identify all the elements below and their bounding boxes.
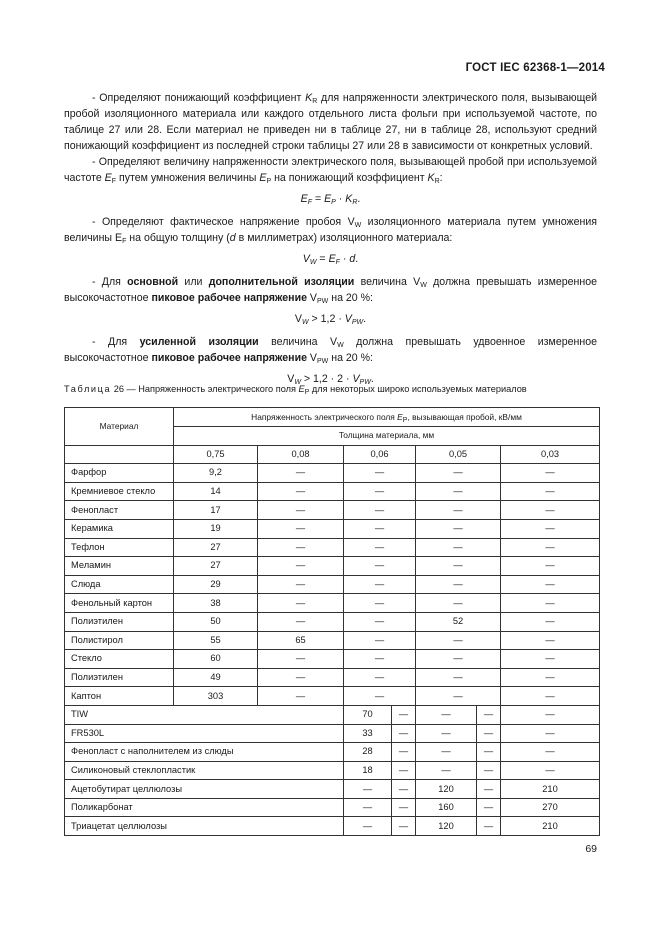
table-caption: Таблица 26 — Напряженность электрического поля $E_P$ для некоторых широко используемых материалов [64, 384, 527, 396]
paragraph-breakdown-voltage: - Определяют фактическое напряжение пробоя $V_W$ изоляционного материала путем умножения величины $E_F$ на общую толщину (d в миллиметрах) изоляционного материала: [64, 216, 597, 245]
material-name-cell: Фенольный картон [65, 594, 174, 613]
table-header-row [65, 408, 600, 427]
value-cell: — [344, 612, 416, 631]
value-cell: — [344, 575, 416, 594]
table-row [65, 612, 600, 631]
material-name-cell: Ацетобутират целлюлозы [65, 780, 344, 799]
value-cell: — [501, 464, 600, 483]
value-cell: — [416, 464, 501, 483]
value-cell: — [501, 705, 600, 724]
value-cell: — [477, 798, 501, 817]
value-cell: 49 [174, 668, 258, 687]
thickness-cell: 0,75 [174, 445, 258, 464]
value-cell: — [258, 594, 344, 613]
paragraph-reduction-factor: - Определяют понижающий коэффициент $K_R$ для напряженности электрического поля, вызывающей пробой изоляционного материала или каждого отдельного листа фольги при используемой частоте, по таблице 27 или 28. Если материал не приведен ни в таблице 27, ни в таблице 28, используют средний понижающий коэффициент из последней строки таблицы 27 или 28 в зависимости от конкретных условий. [64, 92, 598, 152]
value-cell: — [477, 724, 501, 743]
value-cell: — [416, 761, 477, 780]
empty-cell [65, 445, 174, 464]
value-cell: — [416, 705, 477, 724]
value-cell: 19 [174, 519, 258, 538]
table-row [65, 631, 600, 650]
table-row [65, 780, 600, 799]
material-name-cell: Слюда [65, 575, 174, 594]
value-cell: 65 [258, 631, 344, 650]
value-cell: 70 [344, 705, 392, 724]
thickness-cell: 0,06 [344, 445, 416, 464]
value-cell: — [501, 538, 600, 557]
value-cell: — [344, 817, 392, 836]
value-cell: — [501, 724, 600, 743]
value-cell: — [258, 464, 344, 483]
thickness-row [65, 445, 600, 464]
table-row [65, 501, 600, 520]
value-cell: — [344, 501, 416, 520]
material-name-cell: Каптон [65, 687, 174, 706]
value-cell: — [344, 631, 416, 650]
material-name-cell: Поликарбонат [65, 798, 344, 817]
value-cell: — [344, 594, 416, 613]
table-row [65, 464, 600, 483]
value-cell: — [501, 743, 600, 762]
value-cell: — [501, 668, 600, 687]
table-row [65, 557, 600, 576]
thickness-cell: 0,05 [416, 445, 501, 464]
group-header: Напряженность электрического поля $E_P$, вызывающая пробой, кВ/мм [174, 408, 600, 427]
value-cell: — [501, 631, 600, 650]
value-cell: — [258, 538, 344, 557]
value-cell: 18 [344, 761, 392, 780]
table-row [65, 519, 600, 538]
value-cell: — [344, 464, 416, 483]
material-name-cell: Полиэтилен [65, 612, 174, 631]
value-cell: — [258, 557, 344, 576]
value-cell: — [416, 538, 501, 557]
value-cell: 29 [174, 575, 258, 594]
value-cell: — [501, 650, 600, 669]
value-cell: — [392, 798, 416, 817]
value-cell: — [416, 687, 501, 706]
table-row [65, 724, 600, 743]
value-cell: 120 [416, 817, 477, 836]
value-cell: 210 [501, 780, 600, 799]
equation-vw: $V_W = E_F \cdot d$. [302, 253, 359, 266]
value-cell: 50 [174, 612, 258, 631]
equation-ef: $E_F = E_P \cdot K_R$. [300, 193, 361, 206]
material-name-cell: Фенопласт [65, 501, 174, 520]
value-cell: 120 [416, 780, 477, 799]
material-name-cell: Керамика [65, 519, 174, 538]
material-name-cell: Силиконовый стеклопластик [65, 761, 344, 780]
table-row [65, 687, 600, 706]
value-cell: — [344, 650, 416, 669]
value-cell: — [392, 724, 416, 743]
value-cell: — [258, 482, 344, 501]
thickness-cell: 0,03 [501, 445, 600, 464]
material-name-cell: Фенопласт с наполнителем из слюды [65, 743, 344, 762]
value-cell: — [416, 724, 477, 743]
value-cell: — [392, 817, 416, 836]
value-cell: — [501, 761, 600, 780]
value-cell: 60 [174, 650, 258, 669]
value-cell: 28 [344, 743, 392, 762]
value-cell: — [501, 594, 600, 613]
value-cell: 9,2 [174, 464, 258, 483]
col-material-header: Материал [65, 408, 174, 446]
value-cell: — [477, 743, 501, 762]
value-cell: — [258, 612, 344, 631]
material-name-cell: Кремниевое стекло [65, 482, 174, 501]
value-cell: — [501, 575, 600, 594]
value-cell: — [344, 519, 416, 538]
value-cell: 210 [501, 817, 600, 836]
material-name-cell: Полиэтилен [65, 668, 174, 687]
table-row [65, 650, 600, 669]
value-cell: — [258, 519, 344, 538]
page-number: 69 [585, 843, 597, 855]
paragraph-basic-insulation: - Для основной или дополнительной изоляции величина $V_W$ должна превышать измеренное высокочастотное пиковое рабочее напряжение $V_{PW}$ на 20 %: [64, 276, 598, 305]
material-name-cell: Стекло [65, 650, 174, 669]
value-cell: 17 [174, 501, 258, 520]
table-row [65, 817, 600, 836]
thickness-header: Толщина материала, мм [174, 427, 600, 446]
table-row [65, 482, 600, 501]
value-cell: — [416, 668, 501, 687]
value-cell: — [344, 557, 416, 576]
table-row [65, 668, 600, 687]
value-cell: 55 [174, 631, 258, 650]
value-cell: — [392, 761, 416, 780]
value-cell: — [416, 501, 501, 520]
value-cell: — [477, 705, 501, 724]
value-cell: — [258, 687, 344, 706]
value-cell: — [344, 798, 392, 817]
material-name-cell: Тефлон [65, 538, 174, 557]
value-cell: — [258, 650, 344, 669]
value-cell: — [416, 743, 477, 762]
value-cell: 160 [416, 798, 477, 817]
table-row [65, 575, 600, 594]
table-row [65, 761, 600, 780]
value-cell: — [477, 817, 501, 836]
value-cell: — [416, 594, 501, 613]
table-row [65, 705, 600, 724]
value-cell: — [258, 575, 344, 594]
value-cell: 27 [174, 557, 258, 576]
value-cell: 52 [416, 612, 501, 631]
thickness-cell: 0,08 [258, 445, 344, 464]
value-cell: — [416, 482, 501, 501]
equation-reinforced: $V_W > 1,2 \cdot 2 \cdot V_{PW}$. [287, 373, 374, 386]
value-cell: 33 [344, 724, 392, 743]
value-cell: — [416, 519, 501, 538]
table-row [65, 743, 600, 762]
value-cell: — [501, 501, 600, 520]
table-row [65, 798, 600, 817]
value-cell: — [501, 482, 600, 501]
value-cell: 270 [501, 798, 600, 817]
value-cell: — [477, 780, 501, 799]
value-cell: — [501, 557, 600, 576]
table-row [65, 594, 600, 613]
field-strength-table [64, 407, 600, 836]
equation-basic: $V_W > 1,2 \cdot V_{PW}$. [294, 313, 367, 326]
material-name-cell: Полистирол [65, 631, 174, 650]
value-cell: 38 [174, 594, 258, 613]
table-row [65, 538, 600, 557]
value-cell: — [416, 650, 501, 669]
material-name-cell: TIW [65, 705, 344, 724]
material-name-cell: Меламин [65, 557, 174, 576]
value-cell: — [392, 780, 416, 799]
value-cell: — [477, 761, 501, 780]
value-cell: — [501, 519, 600, 538]
body-text [64, 90, 597, 394]
paragraph-field-strength: - Определяют величину напряженности электрического поля, вызывающей пробой при используемой частоте $E_F$ путем умножения величины $E_P$ на понижающий коэффициент $K_R$: [64, 156, 597, 185]
value-cell: — [344, 780, 392, 799]
value-cell: — [416, 631, 501, 650]
value-cell: — [392, 743, 416, 762]
value-cell: — [258, 501, 344, 520]
value-cell: — [416, 557, 501, 576]
value-cell: — [344, 687, 416, 706]
value-cell: — [344, 538, 416, 557]
material-name-cell: Триацетат целлюлозы [65, 817, 344, 836]
document-id: ГОСТ IEC 62368-1—2014 [465, 62, 605, 74]
value-cell: 27 [174, 538, 258, 557]
value-cell: — [501, 612, 600, 631]
value-cell: — [344, 668, 416, 687]
paragraph-reinforced-insulation: - Для усиленной изоляции величина $V_W$ должна превышать удвоенное измеренное высокочастотное пиковое рабочее напряжение $V_{PW}$ на 20 %: [64, 336, 597, 365]
value-cell: — [344, 482, 416, 501]
value-cell: — [258, 668, 344, 687]
material-name-cell: FR530L [65, 724, 344, 743]
value-cell: 14 [174, 482, 258, 501]
value-cell: — [501, 687, 600, 706]
material-name-cell: Фарфор [65, 464, 174, 483]
value-cell: 303 [174, 687, 258, 706]
value-cell: — [416, 575, 501, 594]
value-cell: — [392, 705, 416, 724]
